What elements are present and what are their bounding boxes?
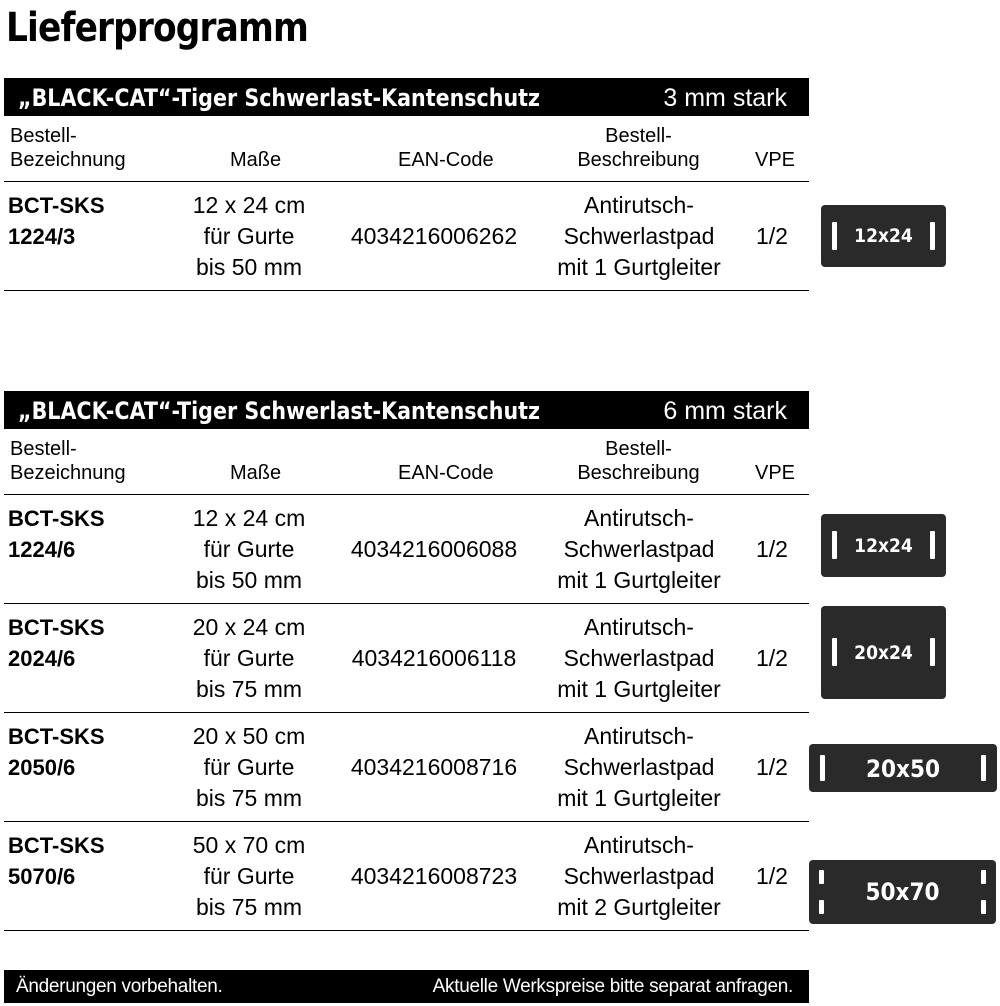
section-thickness: 6 mm stark [663,397,787,425]
column-header-row [4,429,809,495]
ean-code: 4034216008716 [350,754,518,780]
page-title: Lieferprogramm [6,5,308,51]
dimensions: 50 x 70 cm für Gurte bis 75 mm [192,832,306,920]
vpe-value: 1/2 [756,645,788,671]
article-number: BCT-SKS 2024/6 [8,615,105,671]
section-6mm [4,391,809,931]
description: Antirutsch- Schwerlastpad mit 1 Gurtgleiter [557,614,721,702]
description: Antirutsch- Schwerlastpad mit 1 Gurtgleiter [557,192,721,280]
table-row [4,822,809,931]
description: Antirutsch- Schwerlastpad mit 1 Gurtgleiter [557,505,721,593]
section-heading: „BLACK-CAT“-Tiger Schwerlast-Kantenschutz [18,84,541,112]
pad-illustration-50x70: 50x70 [809,860,996,924]
ean-code: 4034216008723 [350,863,518,889]
footer-bar [4,970,809,1003]
col-masse: Maße [230,462,282,484]
pad-illustration-20x50: 20x50 [809,744,997,792]
col-ean: EAN-Code [398,149,494,171]
col-masse: Maße [230,149,282,171]
col-vpe: VPE [755,462,796,484]
section-header-bar [4,391,809,429]
article-number: BCT-SKS 1224/3 [8,193,105,249]
pad-illustration-12x24: 12x24 [821,205,946,267]
article-number: BCT-SKS 5070/6 [8,833,105,889]
section-thickness: 3 mm stark [663,84,787,112]
section-header-bar [4,78,809,116]
footer-price-note: Aktuelle Werkspreise bitte separat anfragen. [432,976,793,997]
vpe-value: 1/2 [756,536,788,562]
table-row [4,495,809,604]
vpe-value: 1/2 [756,754,788,780]
vpe-value: 1/2 [756,863,788,889]
table-row [4,713,809,822]
column-header-row [4,116,809,182]
table-row [4,182,809,291]
ean-code: 4034216006262 [350,223,518,249]
dimensions: 12 x 24 cm für Gurte bis 50 mm [192,192,306,280]
dimensions: 20 x 24 cm für Gurte bis 75 mm [192,614,306,702]
table-row [4,604,809,713]
article-number: BCT-SKS 2050/6 [8,724,105,780]
vpe-value: 1/2 [756,223,788,249]
ean-code: 4034216006118 [351,645,517,671]
section-3mm [4,78,809,291]
ean-code: 4034216006088 [350,536,518,562]
pad-illustration-20x24: 20x24 [821,606,946,699]
col-beschreibung: Bestell- Beschreibung [577,438,700,484]
footer-disclaimer: Änderungen vorbehalten. [16,976,223,997]
col-vpe: VPE [755,149,796,171]
description: Antirutsch- Schwerlastpad mit 2 Gurtgleiter [557,832,721,920]
pad-illustration-12x24: 12x24 [821,514,946,577]
col-beschreibung: Bestell- Beschreibung [577,125,700,171]
dimensions: 20 x 50 cm für Gurte bis 75 mm [192,723,306,811]
section-heading: „BLACK-CAT“-Tiger Schwerlast-Kantenschutz [18,397,541,425]
article-number: BCT-SKS 1224/6 [8,506,105,562]
dimensions: 12 x 24 cm für Gurte bis 50 mm [192,505,306,593]
col-bezeichnung: Bestell- Bezeichnung [10,125,126,171]
description: Antirutsch- Schwerlastpad mit 1 Gurtgleiter [557,723,721,811]
col-ean: EAN-Code [398,462,494,484]
col-bezeichnung: Bestell- Bezeichnung [10,438,126,484]
